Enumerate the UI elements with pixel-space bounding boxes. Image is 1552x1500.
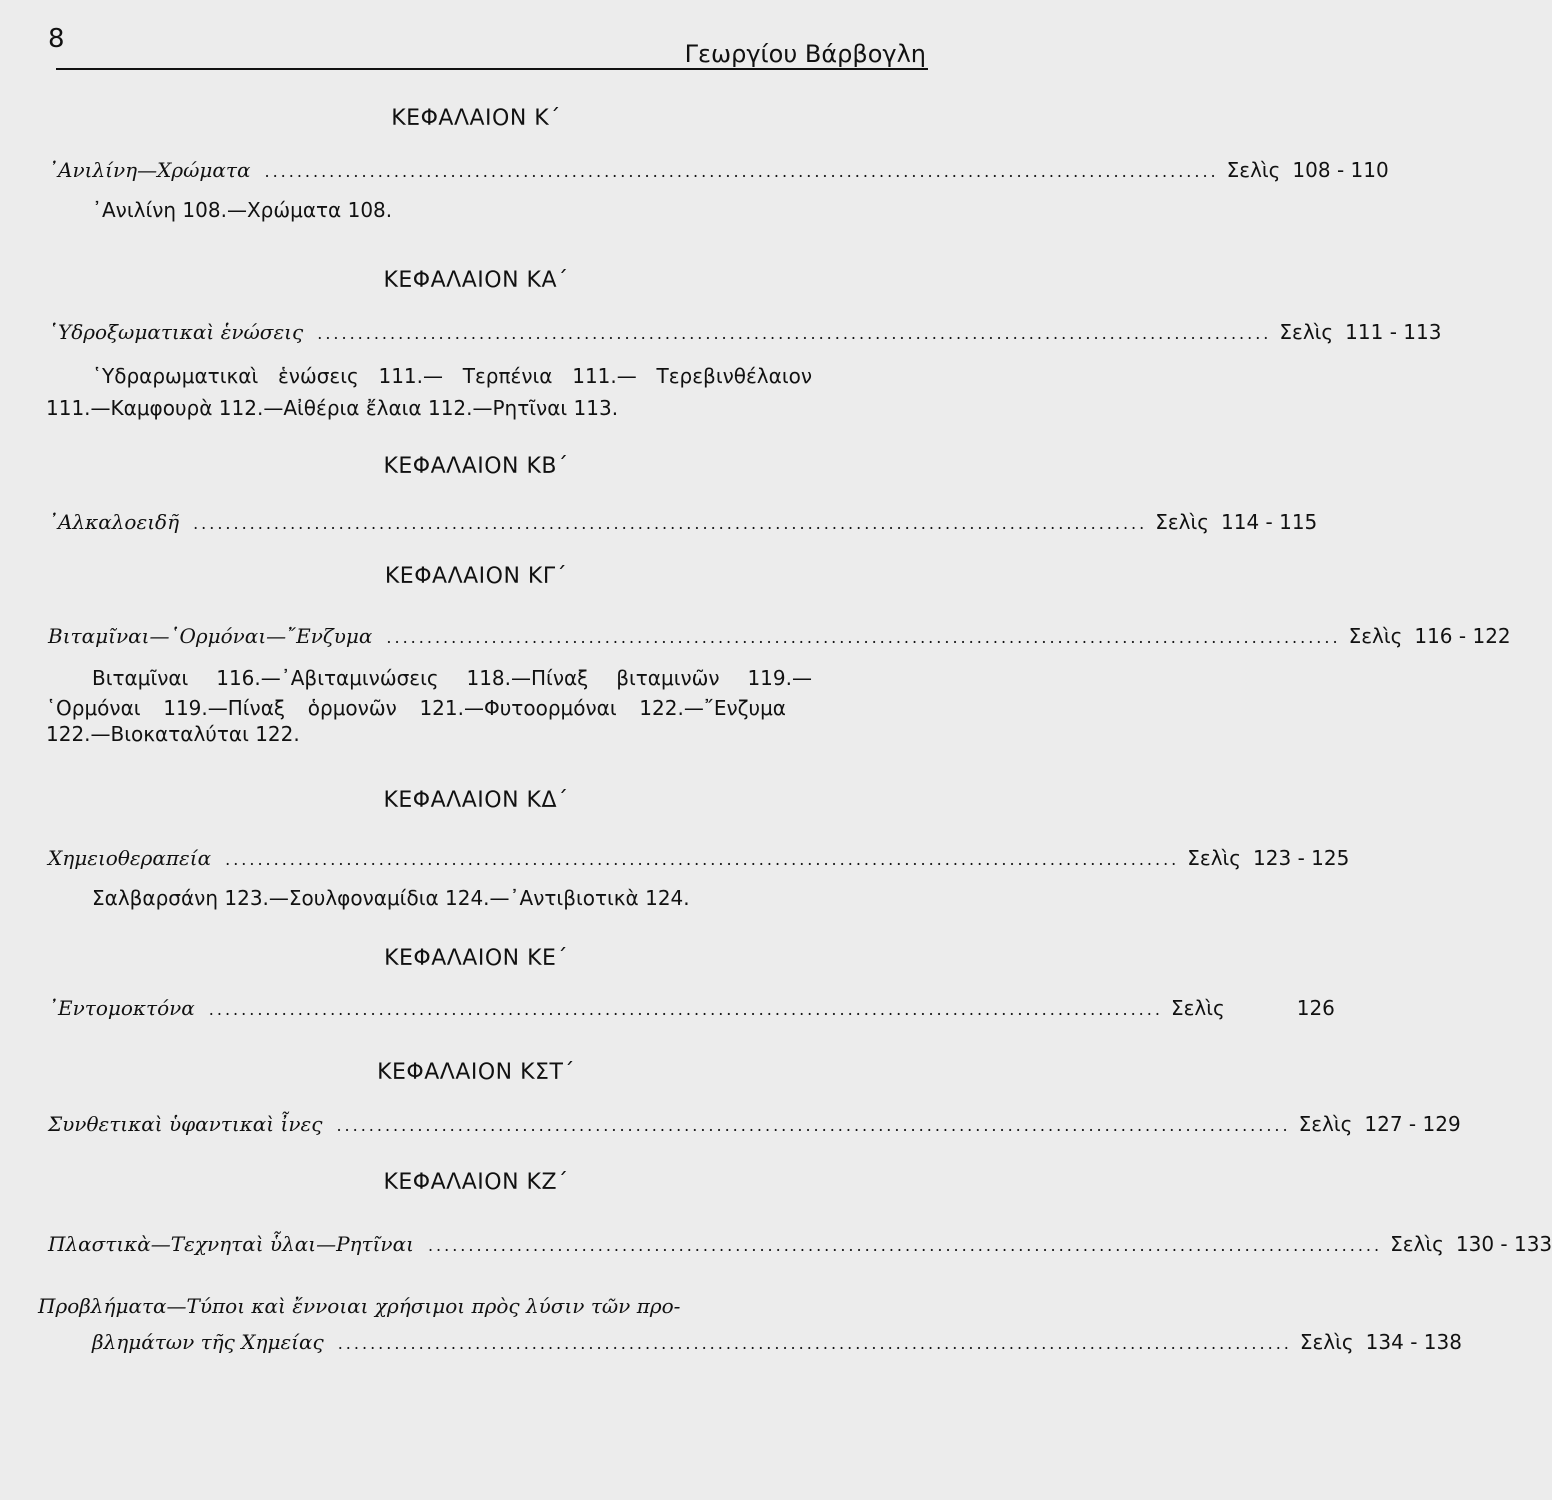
toc-entry — [48, 1232, 1552, 1256]
entry-title: ᾿Εντομοκτόνα — [48, 996, 195, 1020]
chapter-contents-line: Βιταμῖναι 116.—᾿Αβιταμινώσεις 118.—Πίναξ βιταμινῶν 119.— — [92, 666, 812, 690]
page-range: Σελὶς 126 — [1170, 996, 1335, 1020]
toc-entry — [92, 1330, 1462, 1354]
page-number: 8 — [48, 24, 65, 54]
toc-entry — [48, 510, 1318, 534]
dot-leader: ...................................................................................................................... — [264, 162, 1219, 181]
dot-leader: ...................................................................................................................... — [337, 1334, 1292, 1353]
page-range: Σελὶς 116 - 122 — [1348, 624, 1511, 648]
chapter-heading: ΚΕΦΑΛΑΙΟΝ ΚΕ΄ — [384, 946, 568, 971]
dot-leader: ...................................................................................................................... — [193, 514, 1148, 533]
chapter-contents-line: 122.—Βιοκαταλύται 122. — [46, 722, 300, 746]
running-head: Γεωργίου Βάρβογλη — [684, 40, 926, 68]
entry-title: ᾿Αλκαλοειδῆ — [48, 510, 180, 534]
toc-entry — [48, 996, 1335, 1020]
dot-leader: ...................................................................................................................... — [225, 850, 1180, 869]
chapter-contents-line: 111.—Καμφουρὰ 112.—Αἰθέρια ἔλαια 112.—Ρητῖναι 113. — [46, 396, 619, 420]
toc-entry — [48, 624, 1511, 648]
dot-leader: ...................................................................................................................... — [336, 1116, 1291, 1135]
entry-title: Πλαστικὰ—Τεχνηταὶ ὗλαι—Ρητῖναι — [48, 1232, 414, 1256]
toc-entry — [48, 320, 1442, 344]
dot-leader: ...................................................................................................................... — [317, 324, 1272, 343]
chapter-heading: ΚΕΦΑΛΑΙΟΝ ΚΣΤ΄ — [377, 1060, 575, 1085]
chapter-heading: ΚΕΦΑΛΑΙΟΝ Κ΄ — [391, 106, 561, 131]
page-range: Σελὶς 134 - 138 — [1299, 1330, 1462, 1354]
entry-title: Βιταμῖναι—῾Ορμόναι—῎Ενζυμα — [48, 624, 373, 648]
toc-entry — [48, 158, 1389, 182]
chapter-heading: ΚΕΦΑΛΑΙΟΝ ΚΓ΄ — [384, 564, 568, 589]
page-range: Σελὶς 108 - 110 — [1226, 158, 1389, 182]
chapter-heading: ΚΕΦΑΛΑΙΟΝ ΚΑ΄ — [383, 268, 569, 293]
chapter-heading: ΚΕΦΑΛΑΙΟΝ ΚΒ΄ — [383, 454, 569, 479]
entry-title: βλημάτων τῆς Χημείας — [92, 1330, 324, 1354]
dot-leader: ...................................................................................................................... — [386, 628, 1341, 647]
chapter-heading: ΚΕΦΑΛΑΙΟΝ ΚΔ΄ — [383, 788, 569, 813]
chapter-contents-line: Σαλβαρσάνη 123.—Σουλφοναμίδια 124.—᾿Αντιβιοτικὰ 124. — [92, 886, 690, 910]
chapter-contents-line: ᾿Ανιλίνη 108.—Χρώματα 108. — [92, 198, 393, 222]
toc-entry — [48, 846, 1350, 870]
entry-title: Χημειοθεραπεία — [48, 846, 212, 870]
page-range: Σελὶς 111 - 113 — [1279, 320, 1442, 344]
entry-title: ῾Υδροξωματικαὶ ἑνώσεις — [48, 320, 304, 344]
page-range: Σελὶς 123 - 125 — [1187, 846, 1350, 870]
toc-entry — [48, 1112, 1461, 1136]
problems-title-line: Προβλήματα—Τύποι καὶ ἔννοιαι χρήσιμοι πρὸς λύσιν τῶν προ- — [38, 1294, 681, 1318]
page-range: Σελὶς 114 - 115 — [1155, 510, 1318, 534]
entry-title: Συνθετικαὶ ὑφαντικαὶ ἶνες — [48, 1112, 323, 1136]
page-range: Σελὶς 130 - 133 — [1390, 1232, 1552, 1256]
chapter-contents-line: ῾Υδραρωματικαὶ ἑνώσεις 111.— Τερπένια 111.— Τερεβινθέλαιον — [92, 364, 812, 388]
chapter-heading: ΚΕΦΑΛΑΙΟΝ ΚΖ΄ — [383, 1170, 569, 1195]
dot-leader: ...................................................................................................................... — [208, 1000, 1163, 1019]
chapter-contents-line: ῾Ορμόναι 119.—Πίναξ ὁρμονῶν 121.—Φυτοορμόναι 122.—῎Ενζυμα — [46, 696, 786, 720]
header-rule — [56, 68, 928, 70]
page-range: Σελὶς 127 - 129 — [1298, 1112, 1461, 1136]
dot-leader: ...................................................................................................................... — [427, 1236, 1383, 1255]
entry-title: ᾿Ανιλίνη—Χρώματα — [48, 158, 251, 182]
